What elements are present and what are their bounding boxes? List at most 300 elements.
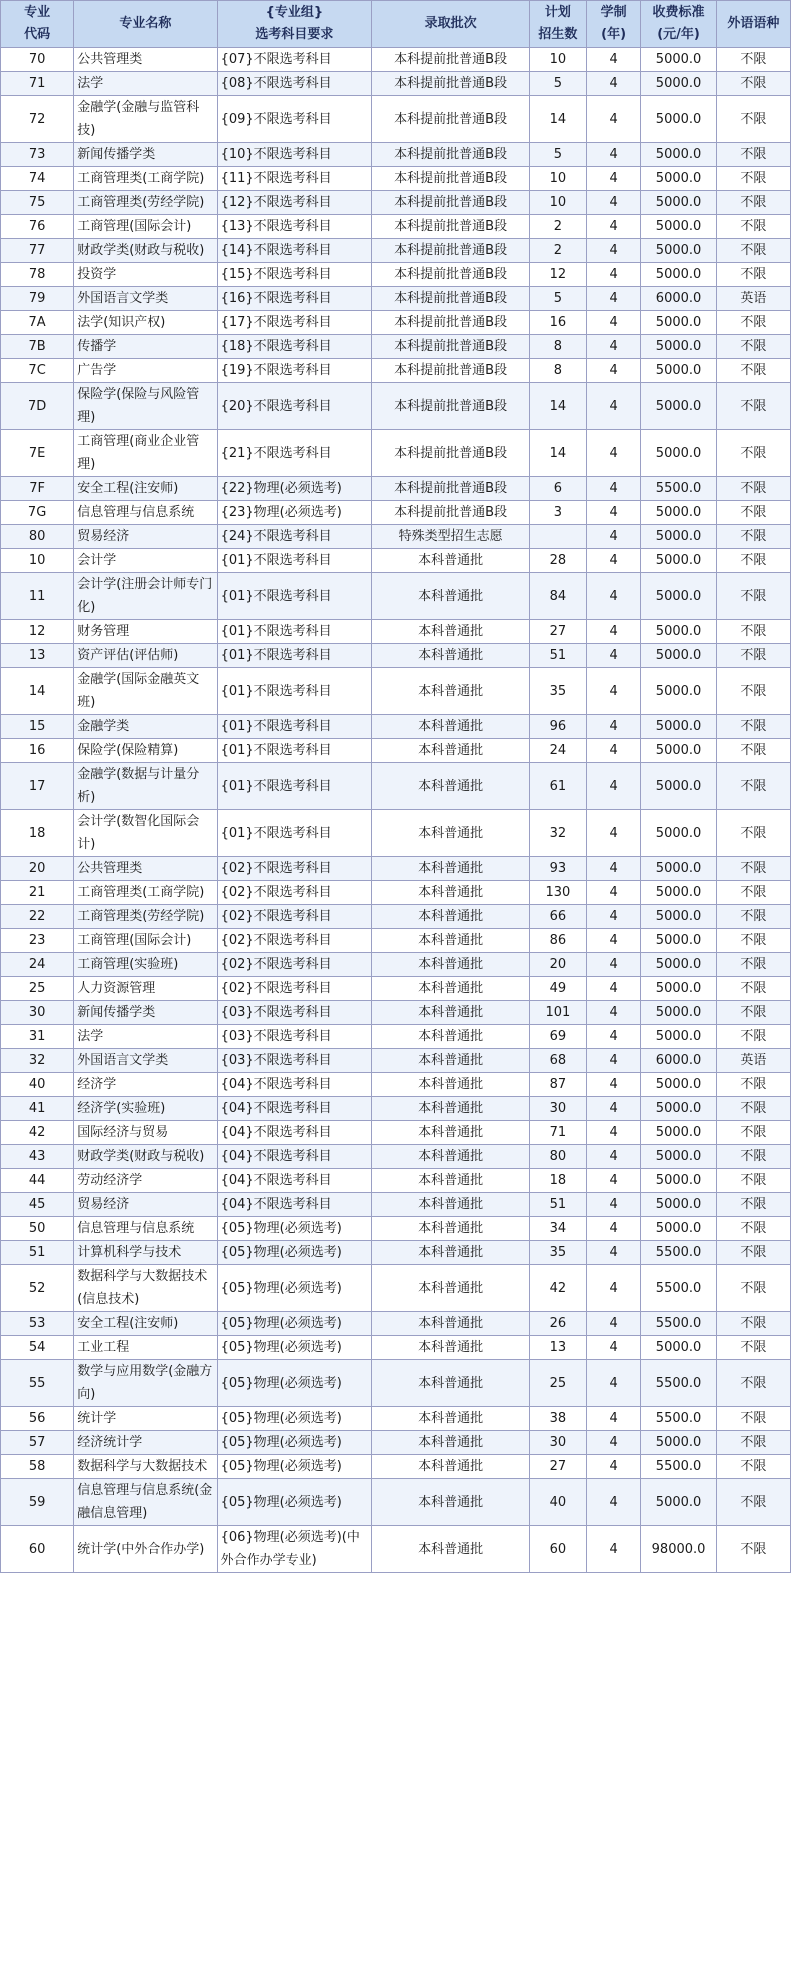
subject-requirement-cell: {09}不限选考科目 (217, 96, 372, 143)
major-name-cell: 统计学(中外合作办学) (74, 1526, 217, 1573)
foreign-language-cell: 不限 (716, 1169, 790, 1193)
tuition-fee-cell: 5000.0 (641, 525, 716, 549)
major-name-cell: 贸易经济 (74, 525, 217, 549)
major-name-cell: 外国语言文学类 (74, 1049, 217, 1073)
major-name-cell: 经济统计学 (74, 1431, 217, 1455)
study-years-cell: 4 (586, 1145, 641, 1169)
subject-requirement-cell: {02}不限选考科目 (217, 857, 372, 881)
admission-batch-cell: 本科提前批普通B段 (372, 359, 530, 383)
subject-requirement-cell: {19}不限选考科目 (217, 359, 372, 383)
admission-batch-cell: 本科普通批 (372, 881, 530, 905)
tuition-fee-cell: 5000.0 (641, 215, 716, 239)
major-code-cell: 12 (1, 620, 74, 644)
foreign-language-cell: 不限 (716, 1265, 790, 1312)
table-row (1, 383, 791, 430)
table-row (1, 929, 791, 953)
foreign-language-cell: 不限 (716, 383, 790, 430)
tuition-fee-cell: 5000.0 (641, 1193, 716, 1217)
quota-header-line: 计划 (544, 5, 571, 20)
foreign-language-cell: 不限 (716, 48, 790, 72)
plan-quota-cell: 12 (530, 263, 587, 287)
plan-quota-cell: 49 (530, 977, 587, 1001)
plan-quota-cell: 96 (530, 715, 587, 739)
plan-quota-cell: 18 (530, 1169, 587, 1193)
table-row (1, 1336, 791, 1360)
fee-header-line: 收费标准 (652, 5, 705, 20)
tuition-fee-cell: 5500.0 (641, 1241, 716, 1265)
foreign-language-cell: 不限 (716, 167, 790, 191)
study-years-cell: 4 (586, 1169, 641, 1193)
table-row (1, 739, 791, 763)
admission-batch-cell: 本科普通批 (372, 668, 530, 715)
study-years-cell: 4 (586, 929, 641, 953)
foreign-language-cell: 不限 (716, 549, 790, 573)
table-row (1, 1455, 791, 1479)
study-years-cell: 4 (586, 953, 641, 977)
tuition-fee-cell: 5000.0 (641, 239, 716, 263)
major-name-cell: 人力资源管理 (74, 977, 217, 1001)
subject-requirement-cell: {05}物理(必须选考) (217, 1360, 372, 1407)
major-name-cell: 金融学(金融与监管科技) (74, 96, 217, 143)
major-name-cell: 贸易经济 (74, 1193, 217, 1217)
foreign-language-cell: 不限 (716, 573, 790, 620)
plan-quota-cell: 69 (530, 1025, 587, 1049)
tuition-fee-cell: 5000.0 (641, 881, 716, 905)
foreign-language-cell: 不限 (716, 715, 790, 739)
foreign-language-cell: 不限 (716, 311, 790, 335)
foreign-language-cell: 不限 (716, 1025, 790, 1049)
subject-requirement-cell: {15}不限选考科目 (217, 263, 372, 287)
plan-quota-cell: 27 (530, 1455, 587, 1479)
language-header-line: 外语语种 (727, 16, 780, 31)
major-name-cell: 新闻传播学类 (74, 1001, 217, 1025)
foreign-language-cell: 不限 (716, 1217, 790, 1241)
study-years-cell: 4 (586, 1073, 641, 1097)
study-years-cell: 4 (586, 810, 641, 857)
plan-quota-cell: 84 (530, 573, 587, 620)
admission-batch-cell: 本科提前批普通B段 (372, 191, 530, 215)
subject-requirement-cell: {22}物理(必须选考) (217, 477, 372, 501)
study-years-cell: 4 (586, 383, 641, 430)
foreign-language-cell: 不限 (716, 1336, 790, 1360)
subject-requirement-cell: {18}不限选考科目 (217, 335, 372, 359)
subject-requirement-cell: {16}不限选考科目 (217, 287, 372, 311)
plan-quota-cell: 101 (530, 1001, 587, 1025)
study-years-cell: 4 (586, 477, 641, 501)
major-code-cell: 23 (1, 929, 74, 953)
major-name-cell: 国际经济与贸易 (74, 1121, 217, 1145)
plan-quota-cell: 8 (530, 359, 587, 383)
table-row (1, 359, 791, 383)
major-code-cell: 41 (1, 1097, 74, 1121)
foreign-language-cell: 不限 (716, 501, 790, 525)
subject-requirement-cell: {04}不限选考科目 (217, 1073, 372, 1097)
subject-requirement-cell: {04}不限选考科目 (217, 1097, 372, 1121)
admission-batch-cell: 本科普通批 (372, 1455, 530, 1479)
plan-quota-cell: 68 (530, 1049, 587, 1073)
study-years-cell: 4 (586, 1097, 641, 1121)
subject-requirement-cell: {11}不限选考科目 (217, 167, 372, 191)
tuition-fee-cell: 5500.0 (641, 1265, 716, 1312)
subject-requirement-cell: {04}不限选考科目 (217, 1169, 372, 1193)
subject-requirement-cell: {02}不限选考科目 (217, 929, 372, 953)
subject-requirement-cell: {20}不限选考科目 (217, 383, 372, 430)
batch-header (372, 1, 530, 48)
table-row (1, 239, 791, 263)
subject-requirement-cell: {05}物理(必须选考) (217, 1479, 372, 1526)
foreign-language-cell: 不限 (716, 929, 790, 953)
tuition-fee-cell: 5000.0 (641, 715, 716, 739)
major-code-cell: 50 (1, 1217, 74, 1241)
tuition-fee-cell: 5000.0 (641, 953, 716, 977)
table-row (1, 857, 791, 881)
subject-requirement-cell: {06}物理(必须选考)(中外合作办学专业) (217, 1526, 372, 1573)
plan-quota-cell: 86 (530, 929, 587, 953)
study-years-cell: 4 (586, 1526, 641, 1573)
admission-batch-cell: 本科普通批 (372, 953, 530, 977)
major-code-cell: 58 (1, 1455, 74, 1479)
language-header (716, 1, 790, 48)
admission-batch-cell: 本科提前批普通B段 (372, 72, 530, 96)
table-row (1, 1217, 791, 1241)
major-code-cell: 21 (1, 881, 74, 905)
subject-requirement-cell: {21}不限选考科目 (217, 430, 372, 477)
table-header (1, 1, 791, 48)
tuition-fee-cell: 5500.0 (641, 1455, 716, 1479)
major-name-cell: 法学 (74, 1025, 217, 1049)
major-name-cell: 工商管理(国际会计) (74, 215, 217, 239)
foreign-language-cell: 不限 (716, 739, 790, 763)
admission-batch-cell: 本科普通批 (372, 573, 530, 620)
table-row (1, 668, 791, 715)
foreign-language-cell: 不限 (716, 857, 790, 881)
plan-quota-cell: 87 (530, 1073, 587, 1097)
admission-batch-cell: 本科普通批 (372, 715, 530, 739)
plan-quota-cell: 5 (530, 287, 587, 311)
admission-batch-cell: 本科提前批普通B段 (372, 287, 530, 311)
plan-quota-cell: 51 (530, 1193, 587, 1217)
major-name-cell: 信息管理与信息系统(金融信息管理) (74, 1479, 217, 1526)
study-years-cell: 4 (586, 857, 641, 881)
tuition-fee-cell: 5000.0 (641, 191, 716, 215)
tuition-fee-cell: 5000.0 (641, 167, 716, 191)
major-code-cell: 51 (1, 1241, 74, 1265)
tuition-fee-cell: 5000.0 (641, 1025, 716, 1049)
plan-quota-cell: 5 (530, 143, 587, 167)
subject-requirement-cell: {01}不限选考科目 (217, 644, 372, 668)
major-name-cell: 安全工程(注安师) (74, 477, 217, 501)
subject-requirement-cell: {04}不限选考科目 (217, 1145, 372, 1169)
study-years-cell: 4 (586, 1312, 641, 1336)
study-years-cell: 4 (586, 287, 641, 311)
tuition-fee-cell: 5000.0 (641, 311, 716, 335)
major-code-cell: 74 (1, 167, 74, 191)
major-name-cell: 投资学 (74, 263, 217, 287)
table-row (1, 1049, 791, 1073)
major-name-cell: 工商管理类(工商学院) (74, 881, 217, 905)
major-code-cell: 80 (1, 525, 74, 549)
foreign-language-cell: 不限 (716, 1360, 790, 1407)
table-row (1, 953, 791, 977)
major-name-cell: 财政学类(财政与税收) (74, 239, 217, 263)
admission-batch-cell: 本科提前批普通B段 (372, 143, 530, 167)
subject-requirement-cell: {01}不限选考科目 (217, 715, 372, 739)
study-years-cell: 4 (586, 96, 641, 143)
fee-header (641, 1, 716, 48)
major-name-cell: 法学(知识产权) (74, 311, 217, 335)
plan-quota-cell: 93 (530, 857, 587, 881)
tuition-fee-cell: 5000.0 (641, 72, 716, 96)
subject-requirement-cell: {02}不限选考科目 (217, 905, 372, 929)
plan-quota-cell: 80 (530, 1145, 587, 1169)
major-code-cell: 10 (1, 549, 74, 573)
tuition-fee-cell: 5000.0 (641, 263, 716, 287)
major-code-cell: 14 (1, 668, 74, 715)
foreign-language-cell: 不限 (716, 1193, 790, 1217)
admission-batch-cell: 本科提前批普通B段 (372, 311, 530, 335)
study-years-cell: 4 (586, 1217, 641, 1241)
subject-requirement-cell: {04}不限选考科目 (217, 1121, 372, 1145)
tuition-fee-cell: 5000.0 (641, 430, 716, 477)
foreign-language-cell: 不限 (716, 477, 790, 501)
quota-header (530, 1, 587, 48)
quota-header-line: 招生数 (538, 27, 578, 42)
subject-requirement-cell: {01}不限选考科目 (217, 668, 372, 715)
table-row (1, 881, 791, 905)
tuition-fee-cell: 5500.0 (641, 1407, 716, 1431)
table-row (1, 1526, 791, 1573)
study-years-cell: 4 (586, 1336, 641, 1360)
table-row (1, 430, 791, 477)
study-years-cell: 4 (586, 573, 641, 620)
study-years-cell: 4 (586, 1431, 641, 1455)
admission-batch-cell: 本科普通批 (372, 1145, 530, 1169)
foreign-language-cell: 不限 (716, 1407, 790, 1431)
major-name-cell: 劳动经济学 (74, 1169, 217, 1193)
major-code-cell: 59 (1, 1479, 74, 1526)
plan-quota-cell: 5 (530, 72, 587, 96)
foreign-language-cell: 不限 (716, 1097, 790, 1121)
major-code-cell: 60 (1, 1526, 74, 1573)
admission-batch-cell: 本科普通批 (372, 1025, 530, 1049)
admission-batch-cell: 本科提前批普通B段 (372, 430, 530, 477)
tuition-fee-cell: 5000.0 (641, 335, 716, 359)
major-name-cell: 保险学(保险与风险管理) (74, 383, 217, 430)
major-name-cell: 计算机科学与技术 (74, 1241, 217, 1265)
plan-quota-cell: 25 (530, 1360, 587, 1407)
study-years-cell: 4 (586, 501, 641, 525)
study-years-cell: 4 (586, 525, 641, 549)
foreign-language-cell: 不限 (716, 810, 790, 857)
major-name-cell: 会计学(数智化国际会计) (74, 810, 217, 857)
plan-quota-cell: 32 (530, 810, 587, 857)
major-name-cell: 公共管理类 (74, 48, 217, 72)
tuition-fee-cell: 5000.0 (641, 573, 716, 620)
plan-quota-cell: 14 (530, 430, 587, 477)
tuition-fee-cell: 5000.0 (641, 359, 716, 383)
study-years-cell: 4 (586, 1121, 641, 1145)
major-name-cell: 工商管理类(劳经学院) (74, 191, 217, 215)
major-name-cell: 法学 (74, 72, 217, 96)
study-years-cell: 4 (586, 620, 641, 644)
major-name-cell: 金融学类 (74, 715, 217, 739)
table-row (1, 1025, 791, 1049)
study-years-cell: 4 (586, 1455, 641, 1479)
plan-quota-cell: 34 (530, 1217, 587, 1241)
plan-quota-cell: 16 (530, 311, 587, 335)
plan-quota-cell: 61 (530, 763, 587, 810)
tuition-fee-cell: 5000.0 (641, 620, 716, 644)
major-name-cell: 传播学 (74, 335, 217, 359)
major-code-cell: 52 (1, 1265, 74, 1312)
admission-batch-cell: 本科普通批 (372, 977, 530, 1001)
batch-header-line: 录取批次 (424, 16, 477, 31)
admission-batch-cell: 本科提前批普通B段 (372, 48, 530, 72)
plan-quota-cell: 60 (530, 1526, 587, 1573)
major-name-cell: 统计学 (74, 1407, 217, 1431)
plan-quota-cell: 2 (530, 239, 587, 263)
plan-quota-cell: 10 (530, 191, 587, 215)
study-years-cell: 4 (586, 881, 641, 905)
admission-batch-cell: 本科提前批普通B段 (372, 501, 530, 525)
foreign-language-cell: 不限 (716, 1431, 790, 1455)
major-name-cell: 信息管理与信息系统 (74, 1217, 217, 1241)
fee-header-line: (元/年) (657, 27, 700, 42)
code-header-line: 代码 (24, 27, 51, 42)
admission-batch-cell: 本科普通批 (372, 905, 530, 929)
major-code-cell: 11 (1, 573, 74, 620)
subject-requirement-cell: {13}不限选考科目 (217, 215, 372, 239)
table-row (1, 501, 791, 525)
major-name-cell: 会计学 (74, 549, 217, 573)
tuition-fee-cell: 5000.0 (641, 977, 716, 1001)
name-header (74, 1, 217, 48)
subject-requirement-cell: {08}不限选考科目 (217, 72, 372, 96)
plan-quota-cell: 10 (530, 167, 587, 191)
admission-batch-cell: 本科普通批 (372, 1217, 530, 1241)
study-years-cell: 4 (586, 1025, 641, 1049)
plan-quota-cell (530, 525, 587, 549)
study-years-cell: 4 (586, 549, 641, 573)
table-row (1, 1479, 791, 1526)
admission-batch-cell: 本科普通批 (372, 549, 530, 573)
foreign-language-cell: 英语 (716, 287, 790, 311)
foreign-language-cell: 不限 (716, 1121, 790, 1145)
table-row (1, 72, 791, 96)
major-code-cell: 7B (1, 335, 74, 359)
tuition-fee-cell: 5000.0 (641, 1431, 716, 1455)
study-years-cell: 4 (586, 191, 641, 215)
foreign-language-cell: 不限 (716, 1479, 790, 1526)
major-name-cell: 安全工程(注安师) (74, 1312, 217, 1336)
tuition-fee-cell: 5000.0 (641, 48, 716, 72)
plan-quota-cell: 38 (530, 1407, 587, 1431)
admission-batch-cell: 本科提前批普通B段 (372, 96, 530, 143)
subject-requirement-cell: {05}物理(必须选考) (217, 1407, 372, 1431)
subject-requirement-cell: {01}不限选考科目 (217, 763, 372, 810)
subject-requirement-cell: {05}物理(必须选考) (217, 1336, 372, 1360)
table-row (1, 1145, 791, 1169)
foreign-language-cell: 不限 (716, 1145, 790, 1169)
subject-group-header (217, 1, 372, 48)
major-code-cell: 17 (1, 763, 74, 810)
study-years-cell: 4 (586, 739, 641, 763)
major-name-cell: 资产评估(评估师) (74, 644, 217, 668)
major-name-cell: 工商管理(商业企业管理) (74, 430, 217, 477)
subject-requirement-cell: {01}不限选考科目 (217, 620, 372, 644)
study-years-cell: 4 (586, 1049, 641, 1073)
subject-requirement-cell: {01}不限选考科目 (217, 549, 372, 573)
tuition-fee-cell: 5000.0 (641, 929, 716, 953)
major-name-cell: 财务管理 (74, 620, 217, 644)
admission-batch-cell: 本科普通批 (372, 1241, 530, 1265)
major-code-cell: 7D (1, 383, 74, 430)
foreign-language-cell: 不限 (716, 1526, 790, 1573)
table-row (1, 477, 791, 501)
tuition-fee-cell: 5000.0 (641, 501, 716, 525)
major-name-cell: 工商管理(实验班) (74, 953, 217, 977)
table-row (1, 1431, 791, 1455)
code-header-line: 专业 (24, 5, 51, 20)
table-row (1, 1265, 791, 1312)
major-code-cell: 73 (1, 143, 74, 167)
major-code-cell: 55 (1, 1360, 74, 1407)
major-name-cell: 工商管理类(劳经学院) (74, 905, 217, 929)
admission-batch-cell: 本科普通批 (372, 1265, 530, 1312)
admission-batch-cell: 本科普通批 (372, 1526, 530, 1573)
study-years-cell: 4 (586, 1407, 641, 1431)
plan-quota-cell: 71 (530, 1121, 587, 1145)
foreign-language-cell: 不限 (716, 215, 790, 239)
duration-header-line: (年) (601, 27, 627, 42)
subject-requirement-cell: {05}物理(必须选考) (217, 1455, 372, 1479)
major-code-cell: 24 (1, 953, 74, 977)
major-code-cell: 15 (1, 715, 74, 739)
tuition-fee-cell: 5000.0 (641, 810, 716, 857)
table-row (1, 620, 791, 644)
plan-quota-cell: 42 (530, 1265, 587, 1312)
study-years-cell: 4 (586, 359, 641, 383)
table-row (1, 48, 791, 72)
admission-batch-cell: 本科普通批 (372, 1073, 530, 1097)
study-years-cell: 4 (586, 48, 641, 72)
plan-quota-cell: 20 (530, 953, 587, 977)
plan-quota-cell: 3 (530, 501, 587, 525)
table-row (1, 1241, 791, 1265)
plan-quota-cell: 2 (530, 215, 587, 239)
major-name-cell: 保险学(保险精算) (74, 739, 217, 763)
table-row (1, 335, 791, 359)
admission-batch-cell: 本科普通批 (372, 1312, 530, 1336)
subject-requirement-cell: {01}不限选考科目 (217, 739, 372, 763)
tuition-fee-cell: 5000.0 (641, 739, 716, 763)
table-row (1, 810, 791, 857)
major-name-cell: 工商管理类(工商学院) (74, 167, 217, 191)
study-years-cell: 4 (586, 72, 641, 96)
admission-batch-cell: 本科普通批 (372, 1097, 530, 1121)
tuition-fee-cell: 5000.0 (641, 1121, 716, 1145)
study-years-cell: 4 (586, 1265, 641, 1312)
foreign-language-cell: 不限 (716, 620, 790, 644)
study-years-cell: 4 (586, 335, 641, 359)
subject-requirement-cell: {02}不限选考科目 (217, 881, 372, 905)
major-name-cell: 公共管理类 (74, 857, 217, 881)
table-row (1, 143, 791, 167)
plan-quota-cell: 40 (530, 1479, 587, 1526)
admission-batch-cell: 本科普通批 (372, 739, 530, 763)
major-code-cell: 76 (1, 215, 74, 239)
subject-requirement-cell: {05}物理(必须选考) (217, 1312, 372, 1336)
